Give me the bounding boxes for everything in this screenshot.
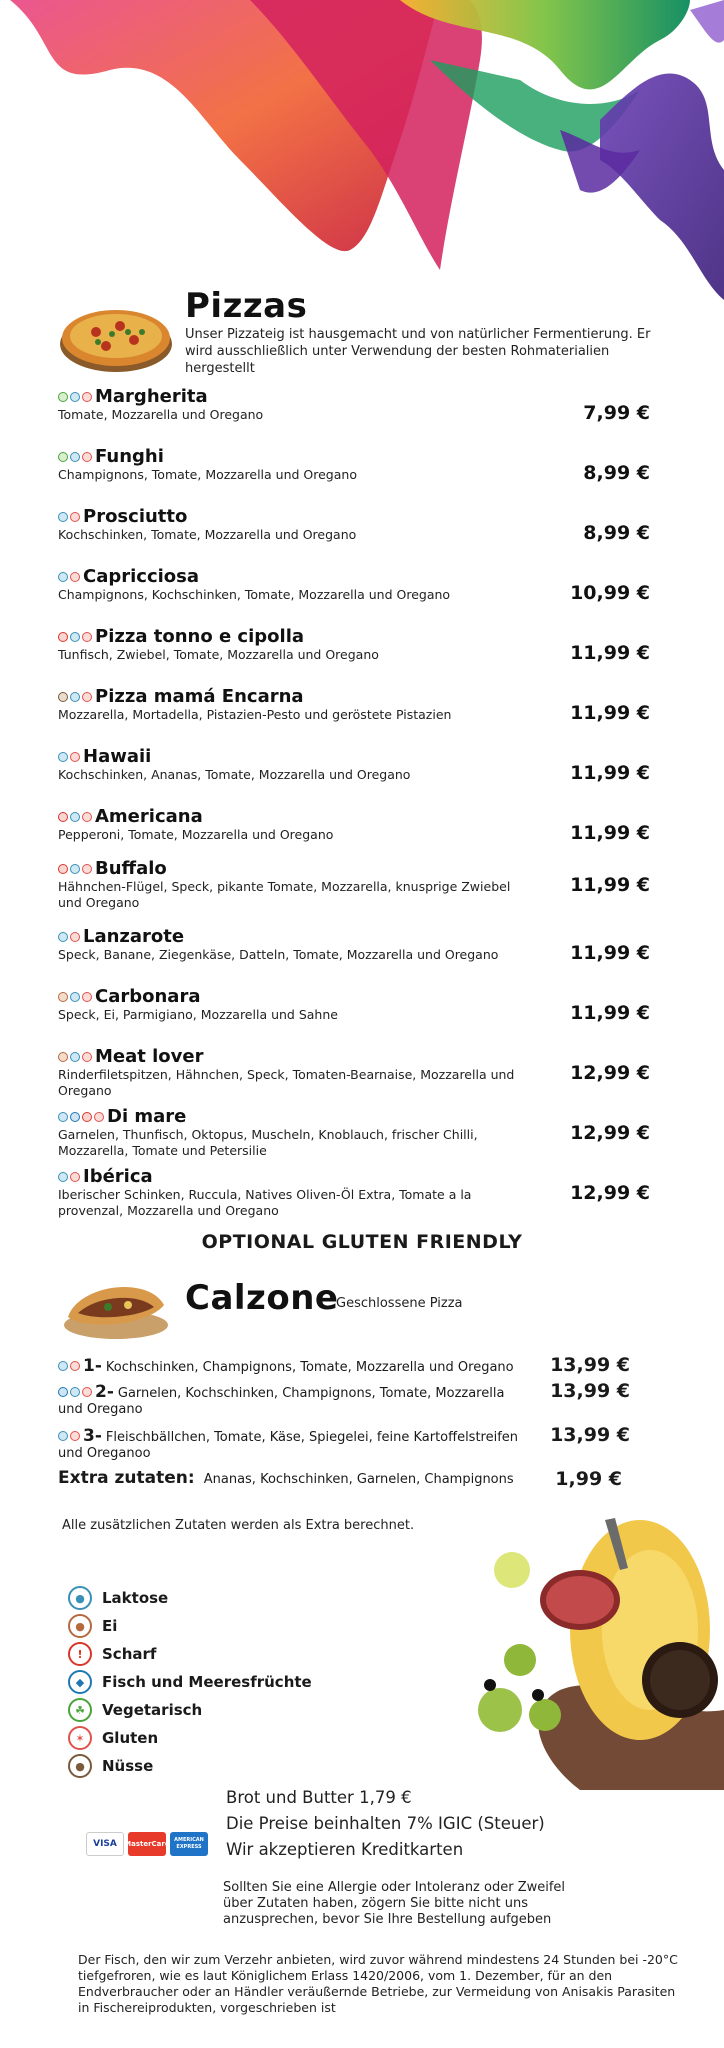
pizza-price: 8,99 € [583, 462, 650, 484]
calzone-price: 13,99 € [550, 1424, 630, 1446]
allergen-icons [58, 1387, 92, 1397]
gluten-friendly-note: OPTIONAL GLUTEN FRIENDLY [201, 1231, 523, 1253]
gluten-icon [82, 392, 92, 402]
pizza-name: Lanzarote [83, 926, 185, 947]
legend-item-scharf [68, 1642, 156, 1666]
pizza-name: Prosciutto [83, 506, 188, 527]
allergen-icons [58, 932, 80, 942]
calzone-title: Calzone [185, 1278, 339, 1318]
allergen-icons [58, 1112, 104, 1122]
allergen-icons [58, 512, 80, 522]
pizza-name: Carbonara [95, 986, 201, 1007]
allergen-icons [58, 992, 92, 1002]
pizza-desc: Tomate, Mozzarella und Oregano [58, 407, 264, 422]
pizza-desc: Mozzarella, Mortadella, Pistazien-Pesto und geröstete Pistazien [58, 707, 452, 722]
gluten-icon [70, 512, 80, 522]
allergen-icons [58, 572, 80, 582]
pizza-name: Meat lover [95, 1046, 204, 1067]
pizza-item [58, 806, 658, 843]
nuss-icon: ● [68, 1754, 92, 1778]
hero-paint-splash [0, 0, 724, 310]
lakt-icon [70, 392, 80, 402]
pizza-item [58, 1166, 658, 1219]
allergen-icons [58, 692, 92, 702]
pizza-desc: Champignons, Kochschinken, Tomate, Mozzarella und Oregano [58, 587, 451, 602]
fisch-icon [70, 1112, 80, 1122]
legend-label: Fisch und Meeresfrüchte [102, 1673, 312, 1691]
pizza-desc: Speck, Banane, Ziegenkäse, Datteln, Tomate, Mozzarella und Oregano [58, 947, 499, 962]
calzone-text [58, 1428, 528, 1462]
extra-price: 1,99 € [555, 1468, 622, 1490]
pizza-name: Capricciosa [83, 566, 200, 587]
pizzas-intro: Unser Pizzateig ist hausgemacht und von natürlicher Fermentierung. Er wird ausschließlich unter Verwendung der besten Rohmaterialien hergestellt [185, 327, 651, 376]
ei-icon: ● [68, 1614, 92, 1638]
lakt-icon: ● [68, 1586, 92, 1610]
lakt-icon [58, 572, 68, 582]
pizza-desc: Rinderfiletspitzen, Hähnchen, Speck, Tomaten-Bearnaise, Mozzarella und Oregano [58, 1067, 515, 1098]
pizza-name-row [58, 1106, 658, 1127]
pizzas-title: Pizzas [185, 286, 308, 326]
pizza-desc: Garnelen, Thunfisch, Oktopus, Muscheln, Knoblauch, frischer Chilli, Mozzarella, Tomate und Petersilie [58, 1127, 478, 1158]
calzone-number: 3- [83, 1426, 102, 1446]
igic-note: Die Preise beinhalten 7% IGIC (Steuer) [226, 1814, 545, 1833]
lakt-icon [70, 692, 80, 702]
calzone-subtitle: Geschlossene Pizza [336, 1296, 463, 1311]
scharf-icon [58, 864, 68, 874]
mastercard-icon: MasterCard [128, 1832, 166, 1856]
lakt-icon [70, 812, 80, 822]
pizza-name-row [58, 686, 658, 707]
pizza-name: Margherita [95, 386, 208, 407]
scharf-icon [58, 632, 68, 642]
lakt-icon [58, 932, 68, 942]
pizza-name-row [58, 986, 658, 1007]
gluten-icon: ✶ [68, 1726, 92, 1750]
legend-label: Laktose [102, 1589, 169, 1607]
pizza-name-row [58, 1046, 658, 1067]
bread-price: Brot und Butter 1,79 € [226, 1788, 412, 1807]
legend-label: Nüsse [102, 1757, 154, 1775]
pizza-price: 11,99 € [570, 874, 650, 896]
food-photo [460, 1460, 724, 1790]
gluten-icon [82, 812, 92, 822]
pizza-item [58, 746, 658, 783]
pizza-item [58, 1046, 658, 1099]
pizza-name-row [58, 506, 658, 527]
allergen-icons [58, 1052, 92, 1062]
calzone-desc: Kochschinken, Champignons, Tomate, Mozzarella und Oregano [105, 1360, 514, 1375]
pizza-desc: Kochschinken, Tomate, Mozzarella und Oregano [58, 527, 357, 542]
legend-label: Gluten [102, 1729, 159, 1747]
fisch-icon [58, 1387, 68, 1397]
pizza-item [58, 858, 658, 911]
cards-note: Wir akzeptieren Kreditkarten [226, 1840, 464, 1859]
gluten-icon [70, 752, 80, 762]
gluten-icon [70, 1172, 80, 1182]
calzone-text [58, 1358, 528, 1376]
allergy-note: Sollten Sie eine Allergie oder Intoleranz oder Zweifel über Zutaten haben, zögern Sie bitte nicht uns anzusprechen, bevor Sie Ihre Bestellung aufgeben [223, 1880, 566, 1927]
pizza-item [58, 506, 658, 543]
pizza-desc: Iberischer Schinken, Ruccula, Natives Oliven-Öl Extra, Tomate a la provenzal, Mozzarella und Oregano [58, 1187, 472, 1218]
pizza-name-row [58, 566, 658, 587]
amex-card-icon: AMERICAN EXPRESS [170, 1832, 208, 1856]
allergen-icons [58, 392, 92, 402]
pizza-item [58, 686, 658, 723]
pizza-desc: Speck, Ei, Parmigiano, Mozzarella und Sahne [58, 1007, 338, 1022]
scharf-icon [82, 1112, 92, 1122]
calzone-desc: Garnelen, Kochschinken, Champignons, Tomate, Mozzarella und Oregano [58, 1386, 505, 1417]
lakt-icon [58, 752, 68, 762]
pizza-name: Di mare [107, 1106, 187, 1127]
lakt-icon [70, 992, 80, 1002]
pizza-price: 12,99 € [570, 1062, 650, 1084]
allergen-icons [58, 752, 80, 762]
gluten-icon [70, 932, 80, 942]
pizza-desc: Tunfisch, Zwiebel, Tomate, Mozzarella und Oregano [58, 647, 379, 662]
pizza-name-row [58, 746, 658, 767]
pizza-price: 11,99 € [570, 942, 650, 964]
calzone-item [58, 1380, 658, 1418]
allergen-icons [58, 812, 92, 822]
lakt-icon [70, 1387, 80, 1397]
gluten-icon [70, 572, 80, 582]
pizza-item [58, 926, 658, 963]
card-logos [86, 1832, 208, 1856]
pizza-desc: Champignons, Tomate, Mozzarella und Oregano [58, 467, 357, 482]
gluten-icon [82, 1387, 92, 1397]
pizza-price: 7,99 € [583, 402, 650, 424]
pizza-item [58, 1106, 658, 1159]
pizza-item [58, 626, 658, 663]
legend-label: Scharf [102, 1645, 157, 1663]
pizza-price: 11,99 € [570, 702, 650, 724]
pizza-name-row [58, 1166, 658, 1187]
pizza-name-row [58, 446, 658, 467]
pizza-desc: Pepperoni, Tomate, Mozzarella und Oregano [58, 827, 334, 842]
calzone-item [58, 1354, 658, 1376]
pizza-image [58, 296, 174, 376]
calzone-image [58, 1265, 174, 1345]
legend-item-veg [68, 1698, 202, 1722]
pizza-desc: Kochschinken, Ananas, Tomate, Mozzarella und Oregano [58, 767, 411, 782]
pizza-name: Hawaii [83, 746, 152, 767]
pizza-price: 8,99 € [583, 522, 650, 544]
ei-icon [58, 992, 68, 1002]
veg-icon [58, 392, 68, 402]
pizza-name-row [58, 926, 658, 947]
fisch-icon: ◆ [68, 1670, 92, 1694]
gluten-icon [82, 1052, 92, 1062]
lakt-icon [58, 1112, 68, 1122]
lakt-icon [58, 1431, 68, 1441]
lakt-icon [58, 1361, 68, 1371]
pizza-name-row [58, 806, 658, 827]
pizza-name: Americana [95, 806, 203, 827]
pizza-price: 11,99 € [570, 642, 650, 664]
pizza-name: Funghi [95, 446, 164, 467]
pizza-item [58, 446, 658, 483]
scharf-icon [58, 812, 68, 822]
visa-card-icon: VISA [86, 1832, 124, 1856]
pizza-name-row [58, 626, 658, 647]
calzone-price: 13,99 € [550, 1380, 630, 1402]
allergen-icons [58, 1172, 80, 1182]
legend-item-nuss [68, 1754, 153, 1778]
pizza-price: 10,99 € [570, 582, 650, 604]
calzone-number: 2- [95, 1382, 114, 1402]
pizza-item [58, 566, 658, 603]
legend-item-fisch [68, 1670, 312, 1694]
pizza-price: 11,99 € [570, 822, 650, 844]
veg-icon [58, 452, 68, 462]
calzone-desc: Fleischbällchen, Tomate, Käse, Spiegelei, feine Kartoffelstreifen und Oreganoo [58, 1430, 519, 1461]
gluten-icon [70, 1431, 80, 1441]
pizza-name: Buffalo [95, 858, 167, 879]
gluten-icon [82, 864, 92, 874]
lakt-icon [70, 1052, 80, 1062]
legend-item-gluten [68, 1726, 158, 1750]
gluten-icon [82, 632, 92, 642]
ei-icon [58, 1052, 68, 1062]
allergen-icons [58, 1431, 80, 1441]
gluten-icon [70, 1361, 80, 1371]
lakt-icon [58, 512, 68, 522]
pizza-name: Pizza mamá Encarna [95, 686, 304, 707]
calzone-text [58, 1384, 528, 1418]
allergen-icons [58, 452, 92, 462]
gluten-icon [82, 992, 92, 1002]
allergen-icons [58, 1361, 80, 1371]
legend-item-ei [68, 1614, 117, 1638]
pizza-price: 11,99 € [570, 1002, 650, 1024]
gluten-icon [82, 452, 92, 462]
gluten-icon [82, 692, 92, 702]
nuss-icon [58, 692, 68, 702]
pizza-item [58, 386, 658, 423]
veg-icon: ☘ [68, 1698, 92, 1722]
calzone-number: 1- [83, 1356, 102, 1376]
calzone-price: 13,99 € [550, 1354, 630, 1376]
legend-label: Vegetarisch [102, 1701, 203, 1719]
gluten-icon [94, 1112, 104, 1122]
extra-label: Extra zutaten: [58, 1468, 195, 1488]
pizza-price: 12,99 € [570, 1182, 650, 1204]
extra-desc: Ananas, Kochschinken, Garnelen, Champignons [203, 1472, 514, 1487]
pizza-desc: Hähnchen-Flügel, Speck, pikante Tomate, Mozzarella, knusprige Zwiebel und Oregano [58, 879, 511, 910]
legend-item-lakt [68, 1586, 168, 1610]
extra-note: Alle zusätzlichen Zutaten werden als Extra berechnet. [62, 1518, 415, 1533]
allergen-icons [58, 632, 92, 642]
calzone-item [58, 1424, 658, 1462]
fish-note: Der Fisch, den wir zum Verzehr anbieten, wird zuvor während mindestens 24 Stunden bei -20°C tiefgefroren, wie es laut Königlichem Erlass 1420/2006, vom 1. Dezember, für an den Endverbraucher oder an Händler veräußernde Betriebe, zur Vermeidung von Anisakis Parasiten in Fischereiprodukten, vorgeschrieben ist [78, 1952, 678, 2015]
legend-label: Ei [102, 1617, 118, 1635]
pizza-name-row [58, 386, 658, 407]
scharf-icon: ! [68, 1642, 92, 1666]
pizza-name-row [58, 858, 658, 879]
pizza-price: 12,99 € [570, 1122, 650, 1144]
lakt-icon [70, 632, 80, 642]
lakt-icon [70, 452, 80, 462]
allergen-icons [58, 864, 92, 874]
lakt-icon [70, 864, 80, 874]
pizza-name: Ibérica [83, 1166, 153, 1187]
pizza-name: Pizza tonno e cipolla [95, 626, 305, 647]
pizza-item [58, 986, 658, 1023]
lakt-icon [58, 1172, 68, 1182]
pizza-price: 11,99 € [570, 762, 650, 784]
